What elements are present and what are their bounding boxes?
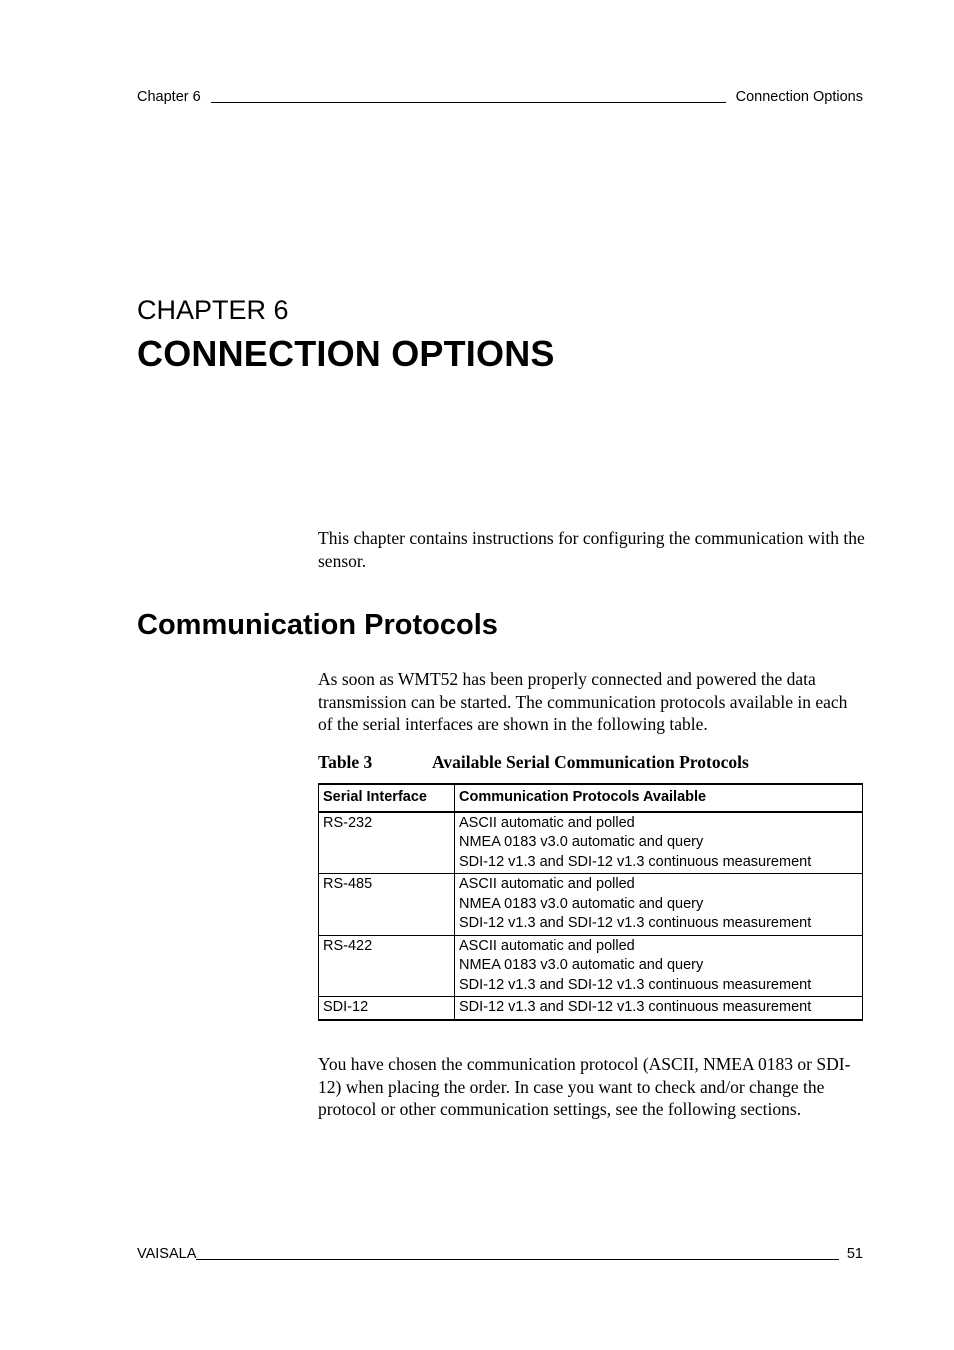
- footer-rule: [196, 1259, 838, 1260]
- table-caption: [318, 751, 866, 773]
- protocol-line: SDI-12 v1.3 and SDI-12 v1.3 continuous measurement: [459, 853, 812, 870]
- table-cell-interface: RS-422: [319, 935, 455, 997]
- protocol-line: NMEA 0183 v3.0 automatic and query: [459, 957, 704, 973]
- table-row: [319, 997, 863, 1020]
- chapter-label: CHAPTER 6: [137, 295, 289, 325]
- running-header: [137, 86, 863, 106]
- protocol-line: ASCII automatic and polled: [459, 937, 635, 954]
- table-caption-number: Table 3: [318, 752, 373, 772]
- table-row: [319, 935, 863, 997]
- protocol-line: SDI-12 v1.3 and SDI-12 v1.3 continuous measurement: [459, 915, 812, 931]
- table-cell-protocols: [455, 812, 863, 874]
- chapter-title: CONNECTION OPTIONS: [137, 333, 555, 374]
- table-cell-protocols: [455, 997, 863, 1020]
- protocol-line: SDI-12 v1.3 and SDI-12 v1.3 continuous measurement: [459, 999, 812, 1015]
- header-chapter: Chapter 6: [137, 89, 201, 105]
- footer-brand: VAISALA: [137, 1246, 197, 1262]
- table-cell-interface: RS-485: [319, 874, 455, 936]
- table-caption-title: Available Serial Communication Protocols: [432, 752, 749, 772]
- section-paragraph: As soon as WMT52 has been properly connected and powered the data transmission can be started. The communication protocols available in each of the serial interfaces are shown in the following table.: [318, 669, 848, 735]
- table-cell-protocols: [455, 935, 863, 997]
- table-cell-interface: RS-232: [319, 812, 455, 874]
- footer-page-number: 51: [846, 1246, 863, 1262]
- table-cell-protocols: [455, 874, 863, 936]
- table-header-interface: Serial Interface: [319, 784, 455, 812]
- header-rule: [211, 102, 726, 103]
- running-footer: [137, 1243, 863, 1263]
- protocol-line: ASCII automatic and polled: [459, 876, 635, 892]
- protocols-table: [318, 783, 863, 1021]
- header-section: Connection Options: [735, 89, 863, 105]
- table-row: [319, 812, 863, 874]
- closing-paragraph: You have chosen the communication protocol (ASCII, NMEA 0183 or SDI-12) when placing the order. In case you want to check and/or change the protocol or other communication settings, see the following sections.: [318, 1054, 851, 1120]
- table-header-row: [319, 784, 863, 812]
- protocol-line: NMEA 0183 v3.0 automatic and query: [459, 895, 704, 912]
- protocol-line: ASCII automatic and polled: [459, 814, 635, 831]
- protocol-line: SDI-12 v1.3 and SDI-12 v1.3 continuous measurement: [459, 976, 812, 993]
- section-heading: Communication Protocols: [137, 609, 498, 641]
- intro-paragraph: This chapter contains instructions for configuring the communication with the sensor.: [318, 528, 865, 571]
- protocol-line: NMEA 0183 v3.0 automatic and query: [459, 834, 704, 850]
- table-header-protocols: Communication Protocols Available: [455, 784, 863, 812]
- table-cell-interface: SDI-12: [319, 997, 455, 1020]
- table-row: [319, 874, 863, 936]
